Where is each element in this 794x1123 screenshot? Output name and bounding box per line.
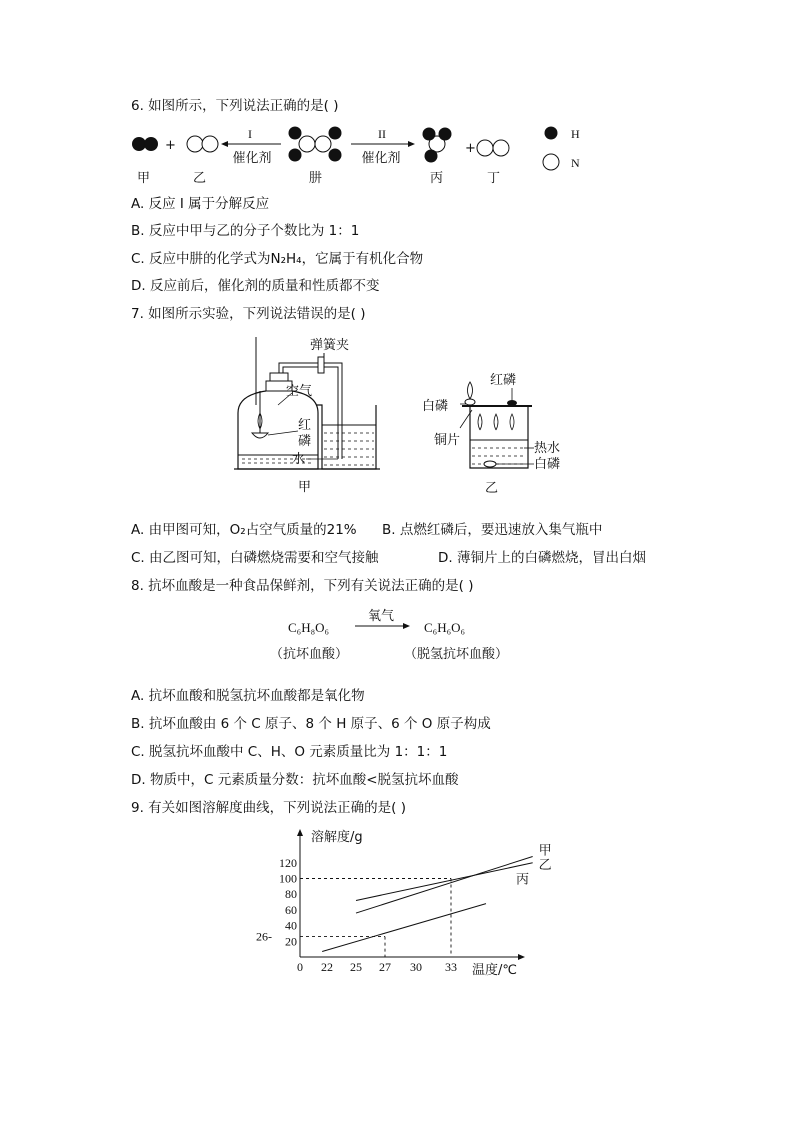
y-tick-label-26: 26- (256, 929, 272, 944)
q8-option-d: D. 物质中，C 元素质量分数：抗坏血酸<脱氢抗坏血酸 (131, 772, 459, 788)
product-formula: C₆H₆O₆ (424, 620, 466, 635)
series-line-0 (356, 857, 533, 914)
label-water: 水 (292, 452, 306, 467)
reaction-ii-label: II (378, 127, 386, 141)
x-tick-label-30: 30 (410, 960, 422, 974)
solubility-chart (250, 822, 550, 984)
x-axis-label: 温度/℃ (472, 963, 517, 978)
reaction-i-label: I (248, 127, 252, 141)
q8-reaction (270, 604, 540, 666)
label-yi: 乙 (193, 171, 207, 186)
label-copper: 铜片 (434, 433, 461, 448)
catalyst-label-2: 催化剂 (361, 151, 401, 166)
y-tick-label-60: 60 (285, 902, 297, 917)
q6-stem: 6. 如图所示，下列说法正确的是( ) (131, 98, 339, 114)
caption-yi: 乙 (485, 481, 499, 496)
q8-stem: 8. 抗坏血酸是一种食品保鲜剂，下列有关说法正确的是( ) (131, 578, 474, 594)
q6-option-b: B. 反应中甲与乙的分子个数比为 1：1 (131, 223, 360, 239)
y-tick-label-40: 40 (285, 918, 297, 933)
series-line-2 (322, 904, 486, 952)
molecule-bing (423, 128, 452, 163)
q7-option-b: B. 点燃红磷后，要迅速放入集气瓶中 (382, 522, 603, 538)
legend-h-atom (545, 127, 558, 140)
x-tick-label-33: 33 (445, 960, 457, 974)
molecule-jia (132, 137, 158, 151)
label-red: 红 (298, 418, 312, 433)
reaction-i-arrow (221, 141, 281, 147)
q8-option-a: A. 抗坏血酸和脱氢抗坏血酸都是氧化物 (131, 688, 365, 704)
x-tick-label-22: 22 (321, 960, 333, 974)
x-tick-label-27: 27 (379, 960, 391, 974)
reaction-ii-arrow (351, 141, 415, 147)
q7-option-c: C. 由乙图可知，白磷燃烧需要和空气接触 (131, 550, 379, 566)
y-tick-label-20: 20 (285, 934, 297, 949)
y-axis-label: 溶解度/g (311, 830, 363, 845)
q9-stem: 9. 有关如图溶解度曲线，下列说法正确的是( ) (131, 800, 406, 816)
legend-n-atom (543, 154, 559, 170)
molecule-ding (477, 140, 509, 156)
q7-figure-yi (420, 368, 580, 498)
q7-option-d: D. 薄铜片上的白磷燃烧，冒出白烟 (438, 550, 646, 566)
catalyst-label-1: 催化剂 (232, 151, 272, 166)
q8-option-c: C. 脱氢抗坏血酸中 C、H、O 元素质量比为 1：1：1 (131, 744, 448, 760)
q6-option-a: A. 反应 I 属于分解反应 (131, 196, 270, 212)
y-tick-label-120: 120 (279, 855, 297, 870)
label-hydrazine: 肼 (309, 171, 323, 186)
reactant-name: （抗坏血酸） (270, 647, 349, 662)
series-label-2: 丙 (516, 872, 530, 888)
product-name: （脱氢抗坏血酸） (404, 647, 509, 662)
label-phos: 磷 (298, 434, 312, 449)
label-white-phosphorus-bottom: 白磷 (534, 457, 561, 472)
label-jia: 甲 (137, 171, 151, 186)
reactant-formula: C₆H₈O₆ (288, 620, 330, 635)
legend-n-label: N (571, 156, 580, 170)
molecule-yi (187, 136, 218, 152)
x-tick-label-25: 25 (350, 960, 362, 974)
caption-jia: 甲 (298, 480, 312, 495)
y-tick-label-100: 100 (279, 871, 297, 886)
q6-option-c: C. 反应中肼的化学式为N₂H₄，它属于有机化合物 (131, 251, 424, 267)
svg-text:+: + (165, 138, 176, 153)
svg-text:+: + (465, 141, 476, 156)
q7-figure-jia (230, 333, 390, 497)
q6-option-d: D. 反应前后，催化剂的质量和性质都不变 (131, 278, 380, 294)
legend-h-label: H (571, 127, 580, 141)
series-label-1: 乙 (538, 857, 552, 873)
q8-option-b: B. 抗坏血酸由 6 个 C 原子、8 个 H 原子、6 个 O 原子构成 (131, 716, 491, 732)
label-hot-water: 热水 (534, 441, 561, 456)
q7-stem: 7. 如图所示实验，下列说法错误的是( ) (131, 306, 366, 322)
series-label-0: 甲 (538, 843, 552, 859)
label-ding: 丁 (487, 171, 501, 186)
origin-label: 0 (297, 960, 303, 974)
label-red-phosphorus: 红磷 (490, 373, 517, 388)
q6-reaction-diagram (125, 122, 595, 188)
y-tick-label-80: 80 (285, 887, 297, 902)
label-air: 空气 (286, 384, 313, 399)
label-white-phosphorus-top: 白磷 (422, 399, 449, 414)
label-clip: 弹簧夹 (310, 338, 350, 353)
reagent-label: 氧气 (367, 609, 395, 624)
molecule-hydrazine (289, 127, 342, 162)
label-bing: 丙 (430, 171, 444, 186)
series-line-1 (356, 863, 533, 901)
q7-option-a: A. 由甲图可知，O₂占空气质量的21% (131, 522, 357, 538)
